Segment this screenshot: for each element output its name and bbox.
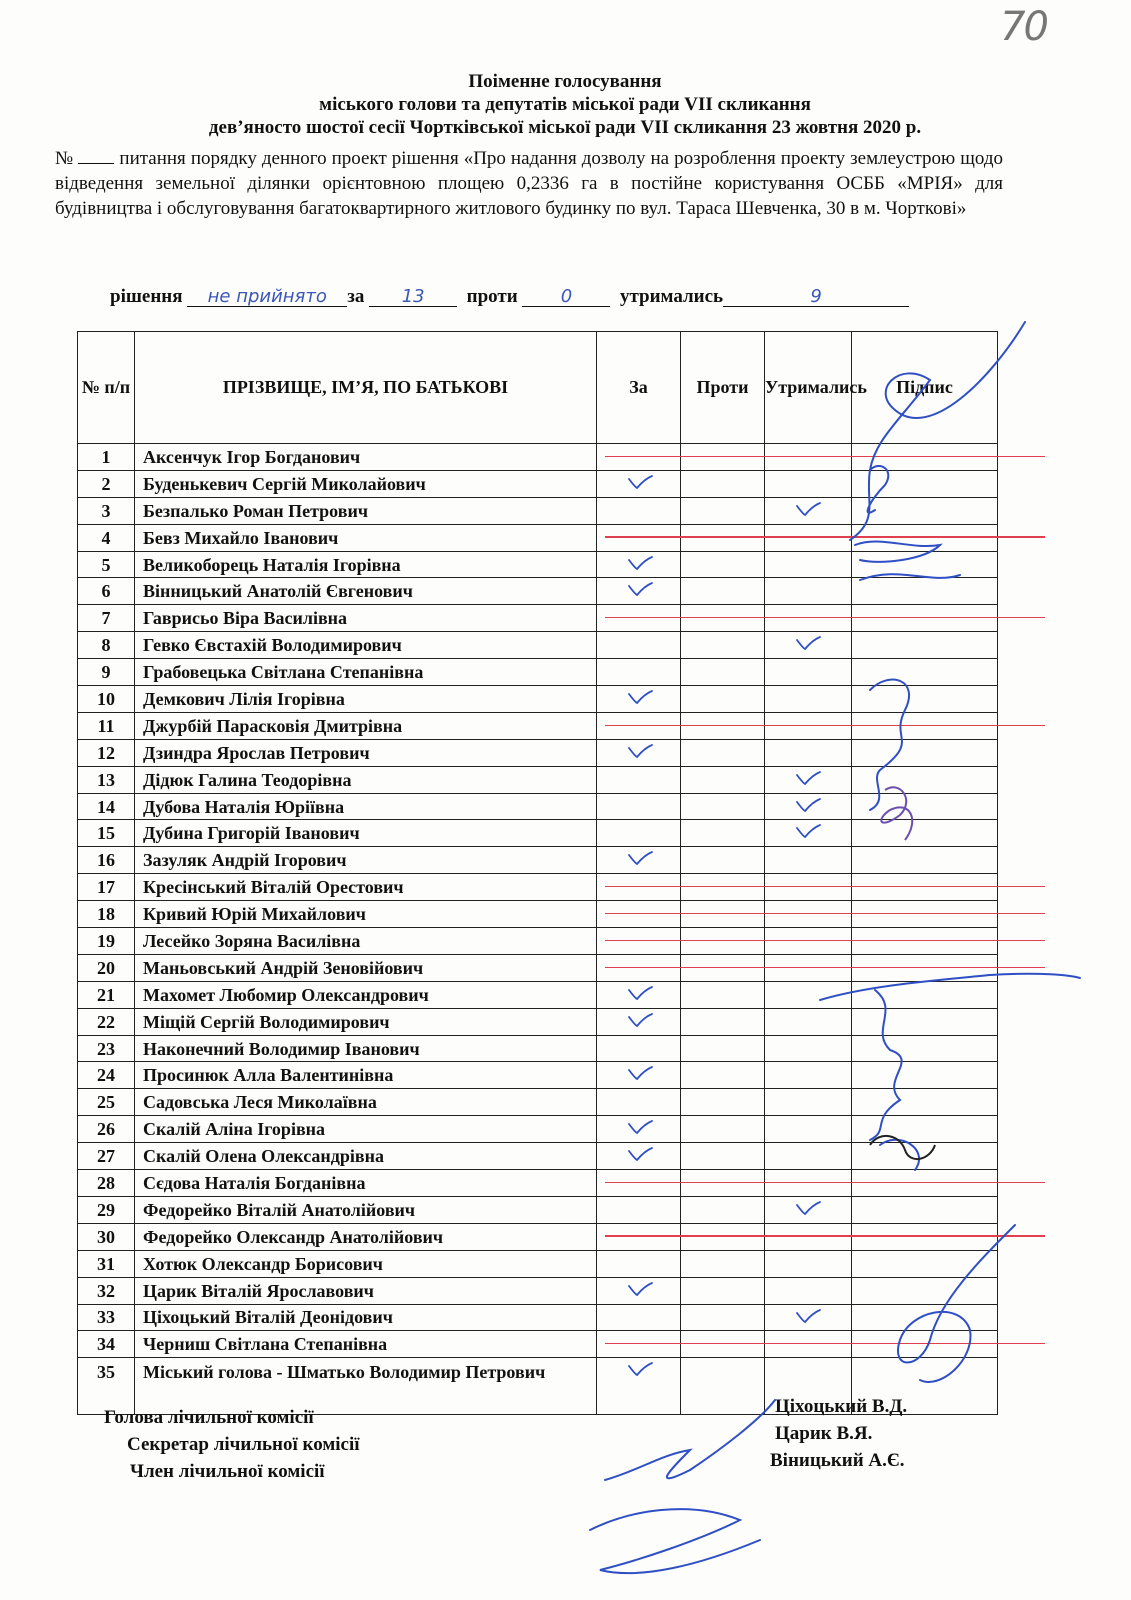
vote-for-cell bbox=[597, 1116, 681, 1143]
document-header bbox=[55, 70, 1075, 139]
vote-against-cell bbox=[681, 1196, 765, 1223]
for-count: 13 bbox=[369, 288, 457, 307]
signature-cell bbox=[852, 1143, 998, 1170]
vote-for-cell bbox=[597, 1250, 681, 1277]
vote-for-cell bbox=[597, 1196, 681, 1223]
deputy-name: Черниш Світлана Степанівна bbox=[135, 1331, 597, 1358]
table-row bbox=[78, 1008, 998, 1035]
check-mark-icon bbox=[627, 474, 653, 490]
vote-against-cell bbox=[681, 1250, 765, 1277]
member-label: Член лічильної комісії bbox=[130, 1461, 325, 1482]
deputy-name: Аксенчук Ігор Богданович bbox=[135, 444, 597, 471]
vote-abstain-cell bbox=[765, 551, 852, 578]
check-mark-icon bbox=[795, 823, 821, 839]
deputy-name: Демкович Лілія Ігорівна bbox=[135, 686, 597, 713]
signature-cell bbox=[852, 981, 998, 1008]
vote-abstain-cell bbox=[765, 686, 852, 713]
header-number: № п/п bbox=[78, 332, 135, 444]
vote-against-cell bbox=[681, 1143, 765, 1170]
vote-for-cell bbox=[597, 847, 681, 874]
signature-cell bbox=[852, 1277, 998, 1304]
row-number: 22 bbox=[78, 1008, 135, 1035]
vote-for-cell bbox=[597, 551, 681, 578]
table-row bbox=[78, 578, 998, 605]
deputy-name: Дідюк Галина Теодорівна bbox=[135, 766, 597, 793]
table-row bbox=[78, 497, 998, 524]
deputy-name: Кривий Юрій Михайлович bbox=[135, 901, 597, 928]
vote-abstain-cell bbox=[765, 847, 852, 874]
row-number: 10 bbox=[78, 686, 135, 713]
row-number: 7 bbox=[78, 605, 135, 632]
vote-for-cell bbox=[597, 820, 681, 847]
vote-against-cell bbox=[681, 1358, 765, 1415]
deputy-name: Вінницький Анатолій Євгенович bbox=[135, 578, 597, 605]
table-row bbox=[78, 1250, 998, 1277]
vote-abstain-cell bbox=[765, 1250, 852, 1277]
vote-for-cell bbox=[597, 470, 681, 497]
member-name: Віницький А.Є. bbox=[770, 1450, 905, 1471]
vote-against-cell bbox=[681, 497, 765, 524]
check-mark-icon bbox=[627, 1119, 653, 1135]
absent-strike-line bbox=[605, 617, 1045, 619]
vote-abstain-cell bbox=[765, 1035, 852, 1062]
check-mark-icon bbox=[627, 743, 653, 759]
signature-cell bbox=[852, 1304, 998, 1331]
vote-for-cell bbox=[597, 1143, 681, 1170]
vote-abstain-cell bbox=[765, 793, 852, 820]
vote-abstain-cell bbox=[765, 981, 852, 1008]
table-row bbox=[78, 1062, 998, 1089]
table-row bbox=[78, 981, 998, 1008]
absent-strike-line bbox=[605, 940, 1045, 942]
vote-for-cell bbox=[597, 686, 681, 713]
deputy-name: Джурбій Парасковія Дмитрівна bbox=[135, 712, 597, 739]
check-mark-icon bbox=[627, 985, 653, 1001]
row-number: 31 bbox=[78, 1250, 135, 1277]
roll-call-table bbox=[77, 331, 998, 1415]
signature-cell bbox=[852, 1035, 998, 1062]
signature-cell bbox=[852, 497, 998, 524]
check-mark-icon bbox=[627, 1361, 653, 1377]
absent-strike-line bbox=[605, 1343, 1045, 1345]
deputy-name: Махомет Любомир Олександрович bbox=[135, 981, 597, 1008]
row-number: 4 bbox=[78, 524, 135, 551]
vote-against-cell bbox=[681, 551, 765, 578]
against-count: 0 bbox=[522, 288, 610, 307]
row-number: 2 bbox=[78, 470, 135, 497]
vote-against-cell bbox=[681, 578, 765, 605]
check-mark-icon bbox=[795, 635, 821, 651]
row-number: 23 bbox=[78, 1035, 135, 1062]
signature-cell bbox=[852, 659, 998, 686]
vote-for-cell bbox=[597, 659, 681, 686]
vote-abstain-cell bbox=[765, 766, 852, 793]
row-number: 11 bbox=[78, 712, 135, 739]
deputy-name: Кресінський Віталій Орестович bbox=[135, 874, 597, 901]
deputy-name: Міщій Сергій Володимирович bbox=[135, 1008, 597, 1035]
vote-abstain-cell bbox=[765, 1277, 852, 1304]
vote-for-cell bbox=[597, 793, 681, 820]
header-abstain: Утримались bbox=[765, 332, 852, 444]
absent-strike-line bbox=[605, 536, 1045, 538]
signature-scribble-10 bbox=[590, 1509, 760, 1573]
table-row bbox=[78, 766, 998, 793]
row-number: 24 bbox=[78, 1062, 135, 1089]
decision-line bbox=[110, 286, 909, 308]
vote-abstain-cell bbox=[765, 1008, 852, 1035]
deputy-name: Просинюк Алла Валентинівна bbox=[135, 1062, 597, 1089]
row-number: 33 bbox=[78, 1304, 135, 1331]
agenda-number-sign: № bbox=[55, 148, 74, 169]
row-number: 29 bbox=[78, 1196, 135, 1223]
absent-strike-line bbox=[605, 913, 1045, 915]
table-row bbox=[78, 470, 998, 497]
vote-against-cell bbox=[681, 766, 765, 793]
signature-cell bbox=[852, 578, 998, 605]
header-name: ПРІЗВИЩЕ, ІМ’Я, ПО БАТЬКОВІ bbox=[135, 332, 597, 444]
title-line-2: міського голови та депутатів міської ради VII скликання bbox=[319, 94, 811, 115]
signature-cell bbox=[852, 1008, 998, 1035]
vote-against-cell bbox=[681, 739, 765, 766]
vote-abstain-cell bbox=[765, 820, 852, 847]
deputy-name: Дубина Григорій Іванович bbox=[135, 820, 597, 847]
deputy-name: Бевз Михайло Іванович bbox=[135, 524, 597, 551]
signature-cell bbox=[852, 1062, 998, 1089]
vote-abstain-cell bbox=[765, 739, 852, 766]
vote-against-cell bbox=[681, 1277, 765, 1304]
title-line-1: Поіменне голосування bbox=[468, 71, 662, 92]
row-number: 12 bbox=[78, 739, 135, 766]
check-mark-icon bbox=[627, 1281, 653, 1297]
signature-cell bbox=[852, 1116, 998, 1143]
check-mark-icon bbox=[627, 581, 653, 597]
vote-abstain-cell bbox=[765, 1062, 852, 1089]
table-row bbox=[78, 1035, 998, 1062]
check-mark-icon bbox=[627, 1065, 653, 1081]
deputy-name: Маньовський Андрій Зеновійович bbox=[135, 954, 597, 981]
chair-name: Ціхоцький В.Д. bbox=[775, 1396, 908, 1417]
deputy-name: Великоборець Наталія Ігорівна bbox=[135, 551, 597, 578]
vote-abstain-cell bbox=[765, 1089, 852, 1116]
absent-strike-line bbox=[605, 1235, 1045, 1237]
vote-against-cell bbox=[681, 1089, 765, 1116]
deputy-name: Гевко Євстахій Володимирович bbox=[135, 632, 597, 659]
vote-against-cell bbox=[681, 470, 765, 497]
row-number: 17 bbox=[78, 874, 135, 901]
header-signature: Підпис bbox=[852, 332, 998, 444]
row-number: 35 bbox=[78, 1358, 135, 1415]
title-line-3: дев’яносто шостої сесії Чортківської міської ради VII скликання 23 жовтня 2020 р. bbox=[208, 117, 922, 138]
row-number: 20 bbox=[78, 954, 135, 981]
vote-for-cell bbox=[597, 497, 681, 524]
row-number: 14 bbox=[78, 793, 135, 820]
row-number: 27 bbox=[78, 1143, 135, 1170]
check-mark-icon bbox=[627, 1146, 653, 1162]
vote-for-cell bbox=[597, 1035, 681, 1062]
row-number: 15 bbox=[78, 820, 135, 847]
deputy-name: Ціхоцький Віталій Деонідович bbox=[135, 1304, 597, 1331]
table-row bbox=[78, 1116, 998, 1143]
row-number: 30 bbox=[78, 1223, 135, 1250]
check-mark-icon bbox=[795, 770, 821, 786]
signature-cell bbox=[852, 847, 998, 874]
against-label: проти bbox=[466, 286, 518, 307]
deputy-name: Зазуляк Андрій Ігорович bbox=[135, 847, 597, 874]
header-against: Проти bbox=[681, 332, 765, 444]
vote-abstain-cell bbox=[765, 1304, 852, 1331]
absent-strike-line bbox=[605, 1182, 1045, 1184]
signature-cell bbox=[852, 739, 998, 766]
check-mark-icon bbox=[627, 850, 653, 866]
vote-against-cell bbox=[681, 981, 765, 1008]
signature-cell bbox=[852, 632, 998, 659]
deputy-name: Буденькевич Сергій Миколайович bbox=[135, 470, 597, 497]
signature-cell bbox=[852, 551, 998, 578]
vote-for-cell bbox=[597, 1008, 681, 1035]
row-number: 28 bbox=[78, 1170, 135, 1197]
vote-for-cell bbox=[597, 578, 681, 605]
table-header-row bbox=[78, 332, 998, 444]
absent-strike-line bbox=[605, 886, 1045, 888]
table-row bbox=[78, 1196, 998, 1223]
vote-for-cell bbox=[597, 1089, 681, 1116]
signature-cell bbox=[852, 1250, 998, 1277]
vote-against-cell bbox=[681, 1008, 765, 1035]
deputy-name: Сєдова Наталія Богданівна bbox=[135, 1170, 597, 1197]
secretary-name: Царик В.Я. bbox=[775, 1423, 873, 1444]
check-mark-icon bbox=[795, 797, 821, 813]
vote-abstain-cell bbox=[765, 497, 852, 524]
row-number: 26 bbox=[78, 1116, 135, 1143]
table-row bbox=[78, 1277, 998, 1304]
vote-against-cell bbox=[681, 793, 765, 820]
table-row bbox=[78, 686, 998, 713]
signature-cell bbox=[852, 686, 998, 713]
decision-label: рішення bbox=[110, 286, 183, 307]
table-row bbox=[78, 820, 998, 847]
vote-for-cell bbox=[597, 981, 681, 1008]
check-mark-icon bbox=[795, 1200, 821, 1216]
secretary-label: Секретар лічильної комісії bbox=[127, 1434, 360, 1455]
deputy-name: Грабовецька Світлана Степанівна bbox=[135, 659, 597, 686]
row-number: 8 bbox=[78, 632, 135, 659]
vote-against-cell bbox=[681, 847, 765, 874]
signature-cell bbox=[852, 766, 998, 793]
row-number: 16 bbox=[78, 847, 135, 874]
deputy-name: Скалій Олена Олександрівна bbox=[135, 1143, 597, 1170]
absent-strike-line bbox=[605, 725, 1045, 727]
deputy-name: Скалій Аліна Ігорівна bbox=[135, 1116, 597, 1143]
vote-abstain-cell bbox=[765, 1116, 852, 1143]
table-row bbox=[78, 551, 998, 578]
deputy-name: Наконечний Володимир Іванович bbox=[135, 1035, 597, 1062]
abstain-count: 9 bbox=[723, 288, 909, 307]
row-number: 25 bbox=[78, 1089, 135, 1116]
row-number: 34 bbox=[78, 1331, 135, 1358]
deputy-name: Царик Віталій Ярославович bbox=[135, 1277, 597, 1304]
vote-against-cell bbox=[681, 1062, 765, 1089]
page-number: 70 bbox=[1000, 4, 1047, 50]
signature-cell bbox=[852, 1089, 998, 1116]
deputy-name: Гаврисьо Віра Василівна bbox=[135, 605, 597, 632]
check-mark-icon bbox=[627, 1012, 653, 1028]
vote-abstain-cell bbox=[765, 470, 852, 497]
header-for: За bbox=[597, 332, 681, 444]
row-number: 1 bbox=[78, 444, 135, 471]
agenda-text: питання порядку денного проект рішення «Про надання дозволу на розроблення проекту землеустрою щодо відведення земельної ділянки орієнтовною площею 0,2336 га в постійне користування ОСББ «МРІЯ» для будівництва і обслуговування багатоквартирного житлового будинку по вул. Тараса Шевченка, 30 в м. Чорткові» bbox=[55, 148, 1003, 219]
row-number: 21 bbox=[78, 981, 135, 1008]
vote-abstain-cell bbox=[765, 632, 852, 659]
vote-for-cell bbox=[597, 1277, 681, 1304]
absent-strike-line bbox=[605, 967, 1045, 969]
vote-for-cell bbox=[597, 1062, 681, 1089]
table-row bbox=[78, 1143, 998, 1170]
decision-value: не прийнято bbox=[187, 288, 347, 307]
vote-against-cell bbox=[681, 659, 765, 686]
vote-for-cell bbox=[597, 766, 681, 793]
vote-abstain-cell bbox=[765, 1143, 852, 1170]
check-mark-icon bbox=[627, 555, 653, 571]
row-number: 32 bbox=[78, 1277, 135, 1304]
deputy-name: Лесейко Зоряна Василівна bbox=[135, 928, 597, 955]
vote-for-cell bbox=[597, 632, 681, 659]
row-number: 13 bbox=[78, 766, 135, 793]
vote-against-cell bbox=[681, 1116, 765, 1143]
vote-abstain-cell bbox=[765, 1196, 852, 1223]
vote-against-cell bbox=[681, 1304, 765, 1331]
table-row bbox=[78, 739, 998, 766]
deputy-name: Дубова Наталія Юріївна bbox=[135, 793, 597, 820]
vote-abstain-cell bbox=[765, 659, 852, 686]
row-number: 9 bbox=[78, 659, 135, 686]
abstain-label: утримались bbox=[619, 286, 724, 307]
row-number: 19 bbox=[78, 928, 135, 955]
check-mark-icon bbox=[795, 501, 821, 517]
deputy-name: Міський голова - Шматько Володимир Петрович bbox=[135, 1358, 597, 1415]
signature-cell bbox=[852, 820, 998, 847]
check-mark-icon bbox=[795, 1308, 821, 1324]
row-number: 6 bbox=[78, 578, 135, 605]
vote-against-cell bbox=[681, 1035, 765, 1062]
vote-abstain-cell bbox=[765, 578, 852, 605]
check-mark-icon bbox=[627, 689, 653, 705]
signature-cell bbox=[852, 1196, 998, 1223]
row-number: 3 bbox=[78, 497, 135, 524]
table-row bbox=[78, 659, 998, 686]
table-row bbox=[78, 632, 998, 659]
table-row bbox=[78, 1089, 998, 1116]
deputy-name: Садовська Леся Миколаївна bbox=[135, 1089, 597, 1116]
absent-strike-line bbox=[605, 456, 1045, 458]
agenda-item bbox=[55, 146, 1003, 221]
vote-for-cell bbox=[597, 1304, 681, 1331]
table-row bbox=[78, 1304, 998, 1331]
deputy-name: Хотюк Олександр Борисович bbox=[135, 1250, 597, 1277]
deputy-name: Безпалько Роман Петрович bbox=[135, 497, 597, 524]
signature-cell bbox=[852, 470, 998, 497]
for-label: за bbox=[347, 286, 365, 307]
vote-against-cell bbox=[681, 820, 765, 847]
deputy-name: Дзиндра Ярослав Петрович bbox=[135, 739, 597, 766]
chair-label: Голова лічильної комісії bbox=[104, 1407, 314, 1428]
row-number: 5 bbox=[78, 551, 135, 578]
vote-for-cell bbox=[597, 739, 681, 766]
table-row bbox=[78, 793, 998, 820]
deputy-name: Федорейко Віталій Анатолійович bbox=[135, 1196, 597, 1223]
row-number: 18 bbox=[78, 901, 135, 928]
vote-against-cell bbox=[681, 632, 765, 659]
table-row bbox=[78, 847, 998, 874]
agenda-number-blank bbox=[78, 149, 114, 164]
vote-for-cell bbox=[597, 1358, 681, 1415]
signature-cell bbox=[852, 793, 998, 820]
vote-against-cell bbox=[681, 686, 765, 713]
deputy-name: Федорейко Олександр Анатолійович bbox=[135, 1223, 597, 1250]
